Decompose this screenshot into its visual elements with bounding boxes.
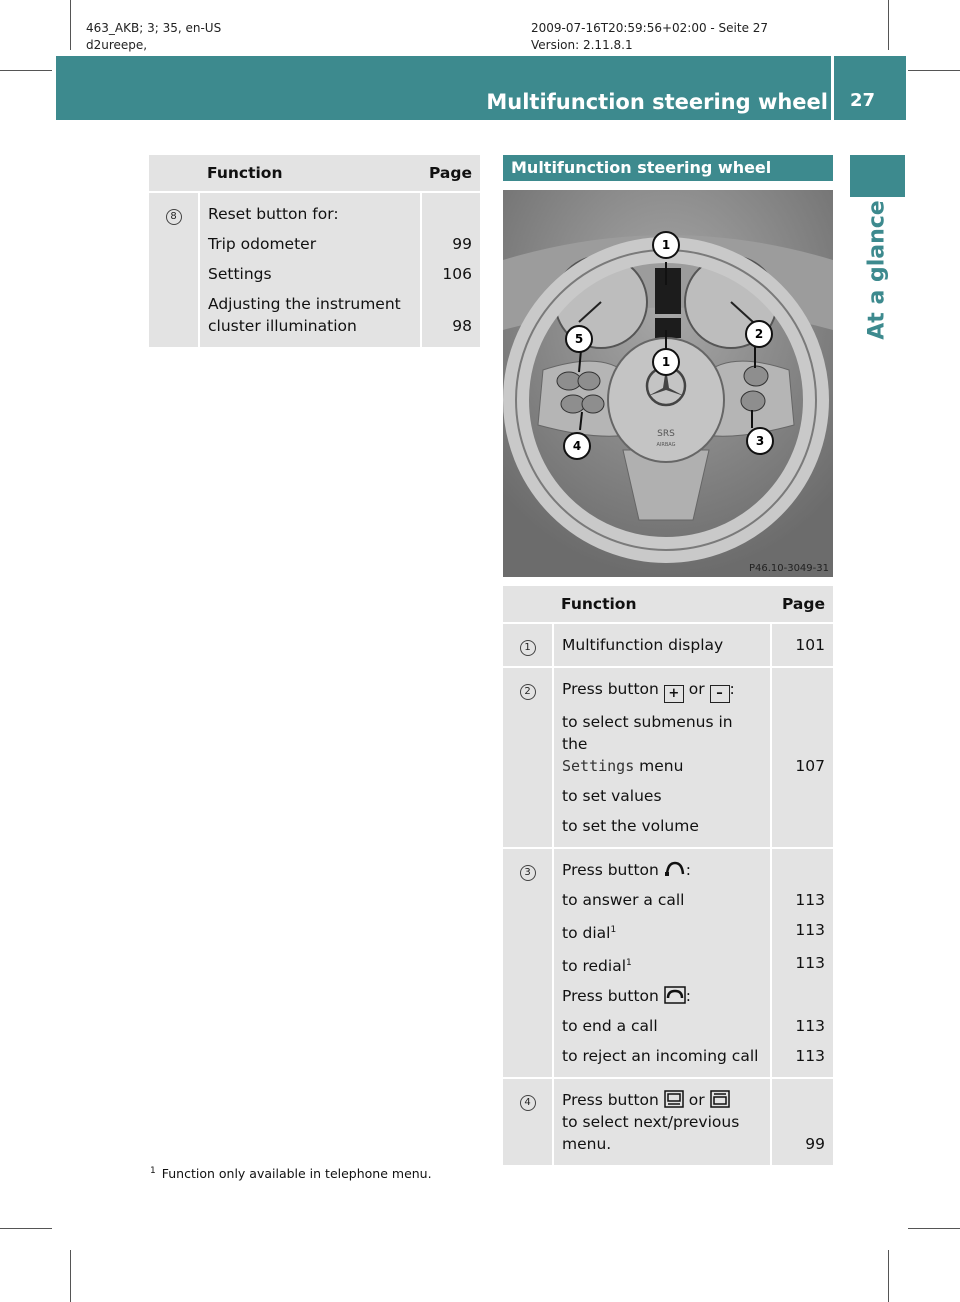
phone-answer-icon — [664, 860, 686, 878]
settings-menu-name: Settings — [562, 757, 635, 775]
row-page: 106 — [421, 259, 480, 289]
steering-wheel-figure — [503, 190, 833, 577]
print-meta-right — [531, 20, 768, 54]
row-text: to dial$^1$ — [553, 915, 771, 948]
table-row — [503, 848, 833, 885]
row-text: Press button or to select next/previous menu. — [553, 1078, 771, 1165]
row-page: 113 — [771, 915, 833, 948]
svg-text:4: 4 — [572, 439, 582, 453]
menu-next-icon — [664, 1090, 684, 1108]
side-tab-label: At a glance — [864, 200, 890, 340]
table-row — [503, 623, 833, 667]
multifunction-display — [655, 268, 681, 314]
function-table-right — [503, 586, 833, 1165]
row-text: to set the volume — [553, 811, 771, 848]
row-text: to reject an incoming call — [553, 1041, 771, 1078]
row-text: to answer a call — [553, 885, 771, 915]
row-page: 99 — [771, 1078, 833, 1165]
row-text: to set values — [553, 781, 771, 811]
phone-end-icon — [664, 986, 686, 1004]
row-text: to end a call — [553, 1011, 771, 1041]
row-page: 113 — [771, 1041, 833, 1078]
crop-mark — [908, 1228, 960, 1229]
table-row — [149, 192, 480, 229]
footnote-text: Function only available in telephone menu. — [161, 1166, 432, 1182]
row-text: Trip odometer — [199, 229, 421, 259]
table-row — [503, 667, 833, 707]
table-row — [503, 1011, 833, 1041]
crop-mark — [70, 0, 71, 50]
print-meta-left — [86, 20, 221, 54]
table-header-function: Function — [553, 586, 771, 623]
crop-mark — [0, 1228, 52, 1229]
table-header-page: Page — [421, 155, 480, 192]
footnote — [150, 1166, 432, 1181]
table-row — [503, 781, 833, 811]
row-text: Adjusting the instrument cluster illumination — [199, 289, 421, 347]
item-marker: 8 — [149, 192, 199, 347]
section-title: Multifunction steering wheel — [503, 155, 833, 181]
row-page: 107 — [771, 707, 833, 781]
table-row — [149, 259, 480, 289]
footnote-ref: 1 — [626, 958, 632, 969]
steering-button-left-lower — [561, 395, 585, 413]
airbag-srs-text: SRS — [657, 429, 675, 439]
steering-button-right-upper — [744, 366, 768, 386]
item-marker: 4 — [503, 1078, 553, 1165]
table-row — [503, 811, 833, 848]
svg-text:1: 1 — [661, 238, 671, 252]
crop-mark — [0, 70, 52, 71]
row-text: to select submenus in the Settings menu — [553, 707, 771, 781]
function-table-left — [149, 155, 480, 347]
table-row — [503, 981, 833, 1011]
print-meta-right-line2: Version: 2.11.8.1 — [531, 38, 633, 52]
airbag-subtext: AIRBAG — [656, 442, 676, 448]
side-tab-block — [850, 155, 905, 197]
footnote-marker: 1 — [150, 1166, 156, 1176]
plus-button-icon: + — [664, 685, 684, 703]
table-header-marker — [149, 155, 199, 192]
table-row — [503, 885, 833, 915]
svg-text:1: 1 — [661, 355, 671, 369]
row-text: to redial$^1$ — [553, 948, 771, 981]
svg-text:3: 3 — [755, 434, 765, 448]
row-page: 113 — [771, 948, 833, 981]
steering-button-right-lower — [741, 391, 765, 411]
svg-text:2: 2 — [754, 327, 764, 341]
item-marker: 2 — [503, 667, 553, 848]
header-divider — [831, 56, 834, 120]
row-text: Multifunction display — [553, 623, 771, 667]
footnote-ref: 1 — [610, 925, 617, 935]
page-number: 27 — [850, 90, 876, 111]
table-row — [149, 289, 480, 347]
table-row — [503, 707, 833, 781]
table-row — [149, 229, 480, 259]
row-text: Press button : — [553, 981, 771, 1011]
crop-mark — [888, 0, 889, 50]
row-page: 113 — [771, 1011, 833, 1041]
page-header-title: Multifunction steering wheel — [486, 90, 828, 114]
row-text: Press button + or – : — [553, 667, 771, 707]
row-page: 98 — [421, 289, 480, 347]
row-text: Settings — [199, 259, 421, 289]
print-meta-right-line1: 2009-07-16T20:59:56+02:00 - Seite 27 — [531, 21, 769, 35]
table-row — [503, 1078, 833, 1165]
crop-mark — [908, 70, 960, 71]
steering-button-left-upper — [557, 372, 581, 390]
crop-mark — [70, 1250, 71, 1302]
print-meta-left-line1: 463_AKB; 3; 35, en-US — [86, 21, 222, 35]
svg-text:5: 5 — [574, 332, 584, 346]
table-header-function: Function — [199, 155, 421, 192]
crop-mark — [888, 1250, 889, 1302]
table-header-marker — [503, 586, 553, 623]
row-page: 101 — [771, 623, 833, 667]
table-row — [503, 1041, 833, 1078]
row-page: 99 — [421, 229, 480, 259]
row-title: Reset button for: — [199, 192, 421, 229]
minus-button-icon: – — [710, 685, 730, 703]
item-marker: 3 — [503, 848, 553, 1078]
steering-wheel-illustration — [503, 190, 833, 577]
item-marker: 1 — [503, 623, 553, 667]
row-page: 113 — [771, 885, 833, 915]
figure-code: P46.10-3049-31 — [748, 563, 829, 574]
print-meta-left-line2: d2ureepe, — [86, 38, 148, 52]
table-header-page: Page — [771, 586, 833, 623]
menu-previous-icon — [710, 1090, 730, 1108]
row-text: Press button : — [553, 848, 771, 885]
table-row — [503, 915, 833, 948]
table-row — [503, 948, 833, 981]
